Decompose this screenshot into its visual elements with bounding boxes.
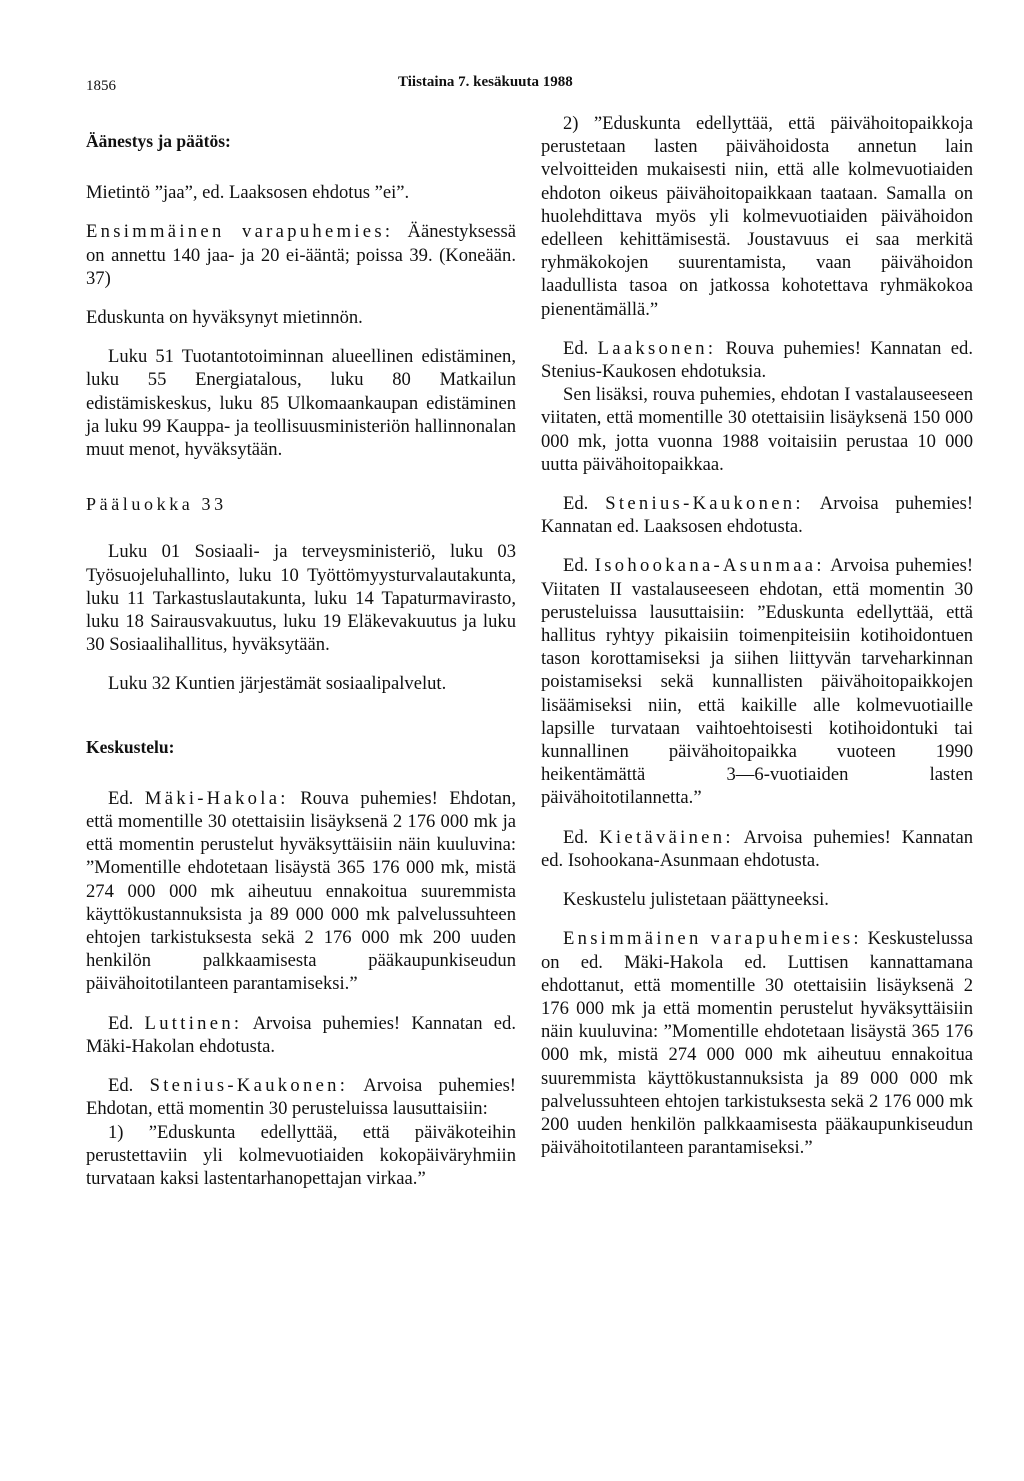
speech-text: Keskustelussa on ed. Mäki-Hakola ed. Luttisen kannattamana ehdottanut, että momentille 30 otettaisiin lisäyksenä 2 176 000 mk ja että momentin perustelut hyväksyttäisiin näin kuuluvina: ”Momentille ehdotetaan lisäystä 365 176 000 mk, mistä 274 000 000 mk aiheutuu ennakoitua suuremmista käyttökustannuksista ja 89 000 000 mk palvelussuhteen ehtojen tarkistuksesta sekä 2 176 000 mk 200 uuden henkilön palkkaamisesta pääkaupunkiseudun päivähoitotilanteen parantamiseksi.” (541, 928, 973, 1159)
paragraph (541, 492, 973, 538)
speaker-name: Luttinen: (144, 1012, 243, 1034)
paragraph: Eduskunta on hyväksynyt mietinnön. (86, 307, 363, 329)
paragraph: Luku 01 Sosiaali- ja terveysministeriö, luku 03 Työsuojeluhallinto, luku 10 Työttömyysturvalautakunta, luku 11 Tarkastuslautakunta, luku 14 Tapaturmavirasto, luku 18 Sairausvakuutus, luku 19 Eläkevakuutus ja luku 30 Sosiaalihallitus, hyväksytään. (86, 541, 516, 656)
speaker-name: Ensimmäinen varapuhemies: (563, 928, 862, 950)
speaker-prefix: Ed. (563, 337, 598, 359)
paragraph (86, 220, 516, 290)
speech-text: Arvoisa puhemies! Kannatan ed. Isohookana-Asunmaan ehdotusta. (541, 826, 974, 871)
speaker-prefix: Ed. (108, 1075, 150, 1097)
speaker-name: Laaksonen: (597, 337, 717, 359)
page-number: 1856 (86, 78, 116, 94)
speech-text: Arvoisa puhemies! Kannatan ed. Laaksosen ehdotusta. (541, 493, 974, 538)
speaker-name: Isohookana-Asunmaa: (594, 555, 825, 577)
list-item: 1) ”Eduskunta edellyttää, että päiväkoteihin perustettaviin yli kolmevuotiaiden kokopäiväryhmiin turvataan kaksi lastentarhanopettajan virkaa.” (86, 1121, 516, 1189)
speech-text: Arvoisa puhemies! Kannatan ed. Mäki-Hakolan ehdotusta. (86, 1012, 516, 1057)
speaker-name: Stenius-Kaukonen: (605, 493, 804, 515)
paragraph: Mietintö ”jaa”, ed. Laaksosen ehdotus ”ei”. (86, 182, 410, 204)
speaker-prefix: Ed. (108, 787, 145, 809)
vote-heading: Äänestys ja päätös: (86, 131, 231, 151)
paragraph: Keskustelu julistetaan päättyneeksi. (563, 889, 829, 911)
right-column (541, 112, 973, 1175)
paragraph (541, 554, 973, 809)
speech-text: Arvoisa puhemies! Viitaten II vastalauseeseen ehdotan, että momentin 30 perusteluissa lausuttaisiin: ”Eduskunta edellyttää, että hallitus ryhtyy pikaisiin toimenpiteisiin kotihoidontuen tason korottamiseksi ja siihen liittyvän tarveharkinnan poistamiseksi sekä kunnallisten päivähoitopaikkojen lisäämiseksi niin, että kaikille alle kolmevuotiaille lapsille turvataan vaihtoehtoisesti kotihoidontuki tai kunnallinen päivähoitopaikka vuoteen 1990 heikentämättä 3—6-vuotiaiden lasten päivähoitotilannetta.” (541, 555, 974, 809)
speaker-prefix: Ed. (563, 555, 595, 577)
speech-text: Äänestyksessä on annettu 140 jaa- ja 20 ei-ääntä; poissa 39. (Koneään. 37) (86, 221, 516, 289)
page-header (86, 74, 986, 98)
speaker-name: Mäki-Hakola: (144, 787, 289, 809)
speaker-prefix: Ed. (108, 1012, 145, 1034)
paragraph (541, 337, 973, 383)
running-title: Tiistaina 7. kesäkuuta 1988 (398, 74, 573, 90)
left-column (86, 130, 516, 1206)
speaker-prefix: Ed. (563, 493, 606, 515)
speaker-name: Stenius-Kaukonen: (149, 1075, 349, 1097)
paragraph: Sen lisäksi, rouva puhemies, ehdotan I vastalauseeseen viitaten, että momentille 30 otettaisiin lisäyksenä 150 000 000 mk, jotta vuonna 1988 voitaisiin perustaa 10 000 uutta päivähoitopaikkaa. (541, 384, 973, 475)
paragraph (541, 927, 973, 1159)
section-title: Pääluokka 33 (86, 494, 227, 515)
paragraph: Luku 51 Tuotantotoiminnan alueellinen edistäminen, luku 55 Energiatalous, luku 80 Matkailun edistämiskeskus, luku 85 Ulkomaankaupan edistäminen ja luku 99 Kauppa- ja teollisuusministeriön hallinnonalan muut menot, hyväksytään. (86, 346, 516, 461)
list-item: 2) ”Eduskunta edellyttää, että päivähoitopaikkoja perustetaan lasten päivähoidosta annetun lain velvoitteiden mukaisesti niin, että alle kolmevuotiaiden ehdoton oikeus päivähoitopaikkaan taataan. Samalla on huolehdittava myös yli kolmevuotiaiden päivähoidon edelleen kehittämisestä. Joustavuus ei saa merkitä ryhmäkokojen suurentamista, vaan päivähoidon laadullista tasoa on jatkossa kohotettava ryhmäkokoa pienentämällä.” (541, 113, 973, 320)
paragraph: Luku 32 Kuntien järjestämät sosiaalipalvelut. (108, 673, 447, 695)
speech-text: Rouva puhemies! Ehdotan, että momentille 30 otettaisiin lisäyksenä 2 176 000 mk ja että momentin perustelut hyväksyttäisiin näin kuuluvina: ”Momentille ehdotetaan lisäystä 365 176 000 mk, mistä 274 000 000 mk aiheutuu ennakoitua suuremmista käyttökustannuksista ja 89 000 000 mk palvelussuhteen ehtojen tarkistuksesta sekä 2 176 000 mk 200 uuden henkilön palkkaamisesta pääkaupunkiseudun päivähoitotilanteen parantamiseksi.” (86, 787, 517, 995)
speaker-prefix: Ed. (563, 826, 600, 848)
speaker-name: Ensimmäinen varapuhemies: (86, 221, 394, 243)
paragraph (86, 1012, 516, 1058)
paragraph (541, 826, 973, 872)
speech-text: Arvoisa puhemies! Ehdotan, että momentin 30 perusteluissa lausuttaisiin: (86, 1075, 517, 1120)
paragraph (86, 787, 516, 996)
discussion-heading: Keskustelu: (86, 736, 175, 757)
speech-text: Rouva puhemies! Kannatan ed. Stenius-Kaukosen ehdotuksia. (541, 337, 973, 383)
speaker-name: Kietäväinen: (599, 826, 734, 848)
paragraph (86, 1074, 516, 1120)
